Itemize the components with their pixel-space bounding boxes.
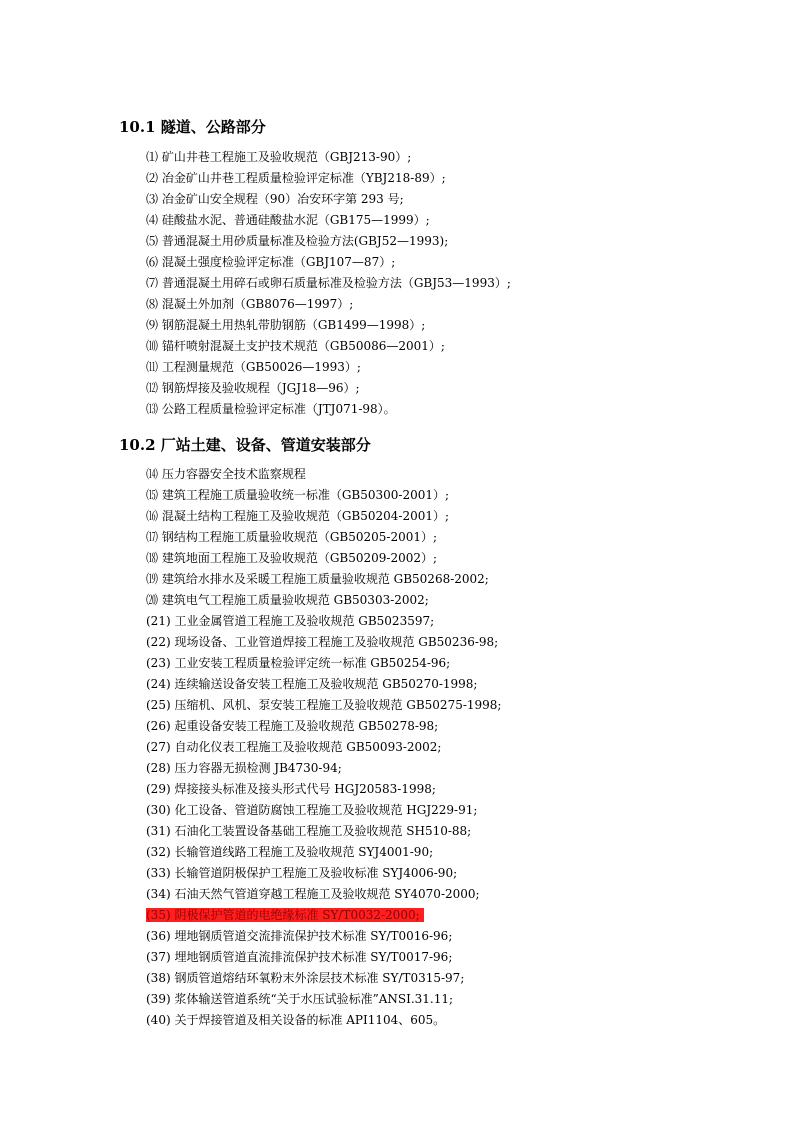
- list-item: ⒂ 建筑工程施工质量验收统一标准（GB50300-2001）;: [146, 488, 450, 502]
- list-item: (36) 埋地钢质管道交流排流保护技术标准 SY/T0016-96;: [146, 929, 453, 943]
- list-item-highlighted: [146, 905, 501, 926]
- list-item: (38) 钢质管道熔结环氧粉末外涂层技术标准 SY/T0315-97;: [146, 971, 465, 985]
- list-item: ⑴ 矿山井巷工程施工及验收规范（GBJ213-90）;: [146, 150, 412, 164]
- list-item: (24) 连续输送设备安装工程施工及验收规范 GB50270-1998;: [146, 677, 478, 691]
- list-item: (23) 工业安装工程质量检验评定统一标准 GB50254-96;: [146, 656, 451, 670]
- list-item: (21) 工业金属管道工程施工及验收规范 GB5023597;: [146, 614, 435, 628]
- list-item: ⒆ 建筑给水排水及采暖工程施工质量验收规范 GB50268-2002;: [146, 572, 489, 586]
- list-item: (40) 关于焊接管道及相关设备的标准 API1104、605。: [146, 1013, 446, 1027]
- list-item: ⑿ 钢筋焊接及验收规程（JGJ18—96）;: [146, 381, 360, 395]
- list-item: (28) 压力容器无损检测 JB4730-94;: [146, 761, 342, 775]
- section-heading-station-installation: 10.2 厂站土建、设备、管道安装部分: [119, 436, 371, 454]
- list-item: (34) 石油天然气管道穿越工程施工及验收规范 SY4070-2000;: [146, 887, 480, 901]
- list-item: ⑻ 混凝土外加剂（GB8076—1997）;: [146, 297, 354, 311]
- list-item: ⑺ 普通混凝土用碎石或卵石质量标准及检验方法（GBJ53—1993）;: [146, 276, 511, 290]
- list-item: (29) 焊接接头标准及接头形式代号 HGJ20583-1998;: [146, 782, 436, 796]
- list-item: (25) 压缩机、风机、泵安装工程施工及验收规范 GB50275-1998;: [146, 698, 502, 712]
- list-item: ⒁ 压力容器安全技术监察规程: [146, 467, 306, 481]
- list-item: ⑽ 锚杆喷射混凝土支护技术规范（GB50086—2001）;: [146, 339, 445, 353]
- list-item: ⑵ 冶金矿山井巷工程质量检验评定标准（YBJ218-89）;: [146, 171, 446, 185]
- list-item: ⑸ 普通混凝土用砂质量标准及检验方法(GBJ52—1993);: [146, 234, 449, 248]
- list-item: (27) 自动化仪表工程施工及验收规范 GB50093-2002;: [146, 740, 442, 754]
- highlighted-text: (35) 阴极保护管道的电绝缘标准 SY/T0032-2000;: [146, 908, 424, 922]
- list-item: ⑾ 工程测量规范（GB50026—1993）;: [146, 360, 361, 374]
- list-item: (39) 浆体输送管道系统“关于水压试验标准”ANSI.31.11;: [146, 992, 454, 1006]
- list-item: ⑹ 混凝土强度检验评定标准（GBJ107—87）;: [146, 255, 396, 269]
- list-item: ⒄ 钢结构工程施工质量验收规范（GB50205-2001）;: [146, 530, 438, 544]
- standards-list-tunnel-road: [146, 147, 511, 420]
- list-item: ⒃ 混凝土结构工程施工及验收规范（GB50204-2001）;: [146, 509, 450, 523]
- list-item: (33) 长输管道阴极保护工程施工及验收标准 SYJ4006-90;: [146, 866, 458, 880]
- list-item: (22) 现场设备、工业管道焊接工程施工及验收规范 GB50236-98;: [146, 635, 499, 649]
- standards-list-station-installation: [146, 464, 501, 1031]
- list-item: ⑷ 硅酸盐水泥、普通硅酸盐水泥（GB175—1999）;: [146, 213, 430, 227]
- list-item: (37) 埋地钢质管道直流排流保护技术标准 SY/T0017-96;: [146, 950, 453, 964]
- list-item: (30) 化工设备、管道防腐蚀工程施工及验收规范 HGJ229-91;: [146, 803, 478, 817]
- section-heading-tunnel-road: 10.1 隧道、公路部分: [119, 118, 266, 136]
- list-item: ⑶ 冶金矿山安全规程（90）冶安环字第 293 号;: [146, 192, 404, 206]
- list-item: ⒀ 公路工程质量检验评定标准（JTJ071-98）。: [146, 402, 396, 416]
- list-item: (31) 石油化工装置设备基础工程施工及验收规范 SH510-88;: [146, 824, 472, 838]
- list-item: (26) 起重设备安装工程施工及验收规范 GB50278-98;: [146, 719, 439, 733]
- list-item: ⒅ 建筑地面工程施工及验收规范（GB50209-2002）;: [146, 551, 438, 565]
- list-item: ⑼ 钢筋混凝土用热轧带肋钢筋（GB1499—1998）;: [146, 318, 426, 332]
- list-item: (32) 长输管道线路工程施工及验收规范 SYJ4001-90;: [146, 845, 434, 859]
- list-item: ⒇ 建筑电气工程施工质量验收规范 GB50303-2002;: [146, 593, 429, 607]
